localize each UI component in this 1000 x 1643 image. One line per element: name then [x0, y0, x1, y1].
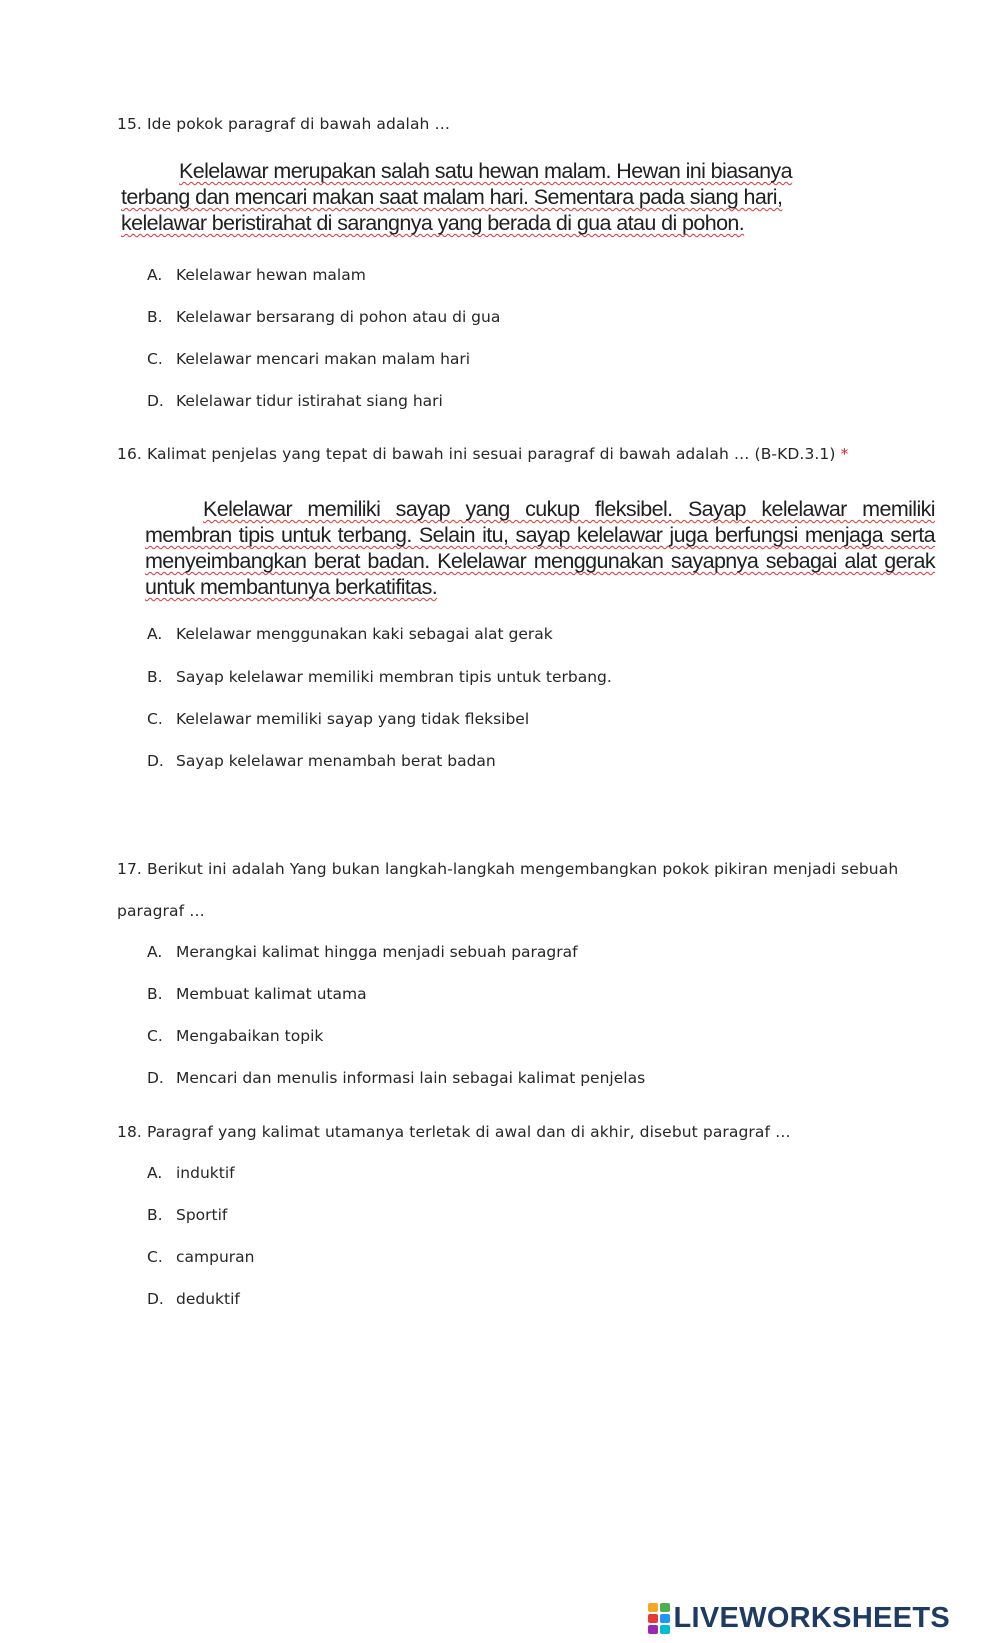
- question-16: [117, 445, 848, 463]
- q17-option-c[interactable]: C. Mengabaikan topik: [147, 1027, 324, 1045]
- q16-option-a[interactable]: A. Kelelawar menggunakan kaki sebagai alat gerak: [147, 625, 553, 643]
- q17-option-d[interactable]: D. Mencari dan menulis informasi lain sebagai kalimat penjelas: [147, 1069, 646, 1087]
- logo-tile: [648, 1614, 658, 1623]
- q18-option-b[interactable]: B. Sportif: [147, 1206, 228, 1224]
- logo-tile: [660, 1614, 670, 1623]
- q17-option-b[interactable]: B. Membuat kalimat utama: [147, 985, 367, 1003]
- logo-tile: [648, 1603, 658, 1612]
- question-15: 15. Ide pokok paragraf di bawah adalah …: [117, 115, 451, 133]
- q15-option-c[interactable]: C. Kelelawar mencari makan malam hari: [147, 350, 471, 368]
- q15-option-b[interactable]: B. Kelelawar bersarang di pohon atau di gua: [147, 308, 501, 326]
- question-16-text: 16. Kalimat penjelas yang tepat di bawah ini sesuai paragraf di bawah adalah … (B-KD.3.1): [117, 445, 836, 463]
- q18-option-d[interactable]: D. deduktif: [147, 1290, 240, 1308]
- q17-option-a[interactable]: A. Merangkai kalimat hingga menjadi sebuah paragraf: [147, 943, 578, 961]
- question-16-paragraph: Kelelawar memiliki sayap yang cukup fleksibel. Sayap kelelawar memiliki membran tipis untuk terbang. Selain itu, sayap kelelawar juga berfungsi menjaga serta menyeimbangkan berat badan. Kelelawar menggunakan sayapnya sebagai alat gerak untuk membantunya berkatifitas.: [145, 497, 935, 599]
- q16-option-d[interactable]: D. Sayap kelelawar menambah berat badan: [147, 752, 496, 770]
- liveworksheets-logo-icon: [648, 1603, 670, 1634]
- brand-name: LIVEWORKSHEETS: [673, 1602, 950, 1634]
- liveworksheets-logo[interactable]: [648, 1602, 951, 1635]
- logo-tile: [660, 1603, 670, 1612]
- question-18: 18. Paragraf yang kalimat utamanya terletak di awal dan di akhir, disebut paragraf …: [117, 1123, 791, 1141]
- required-mark: *: [840, 445, 849, 463]
- q16-option-c[interactable]: C. Kelelawar memiliki sayap yang tidak fleksibel: [147, 710, 530, 728]
- q16-option-b[interactable]: B. Sayap kelelawar memiliki membran tipis untuk terbang.: [147, 668, 612, 686]
- question-17: 17. Berikut ini adalah Yang bukan langkah-langkah mengembangkan pokok pikiran menjadi sebuah: [117, 860, 899, 878]
- q18-option-a[interactable]: A. induktif: [147, 1164, 235, 1182]
- q18-option-c[interactable]: C. campuran: [147, 1248, 255, 1266]
- logo-tile: [648, 1625, 658, 1634]
- q15-option-a[interactable]: A. Kelelawar hewan malam: [147, 266, 366, 284]
- logo-tile: [660, 1625, 670, 1634]
- question-17-continued: paragraf …: [117, 902, 205, 920]
- q15-option-d[interactable]: D. Kelelawar tidur istirahat siang hari: [147, 392, 443, 410]
- question-15-paragraph: Kelelawar merupakan salah satu hewan malam. Hewan ini biasanya terbang dan mencari makan saat malam hari. Sementara pada siang hari, kelelawar beristirahat di sarangnya yang berada di gua atau di pohon.: [121, 159, 792, 235]
